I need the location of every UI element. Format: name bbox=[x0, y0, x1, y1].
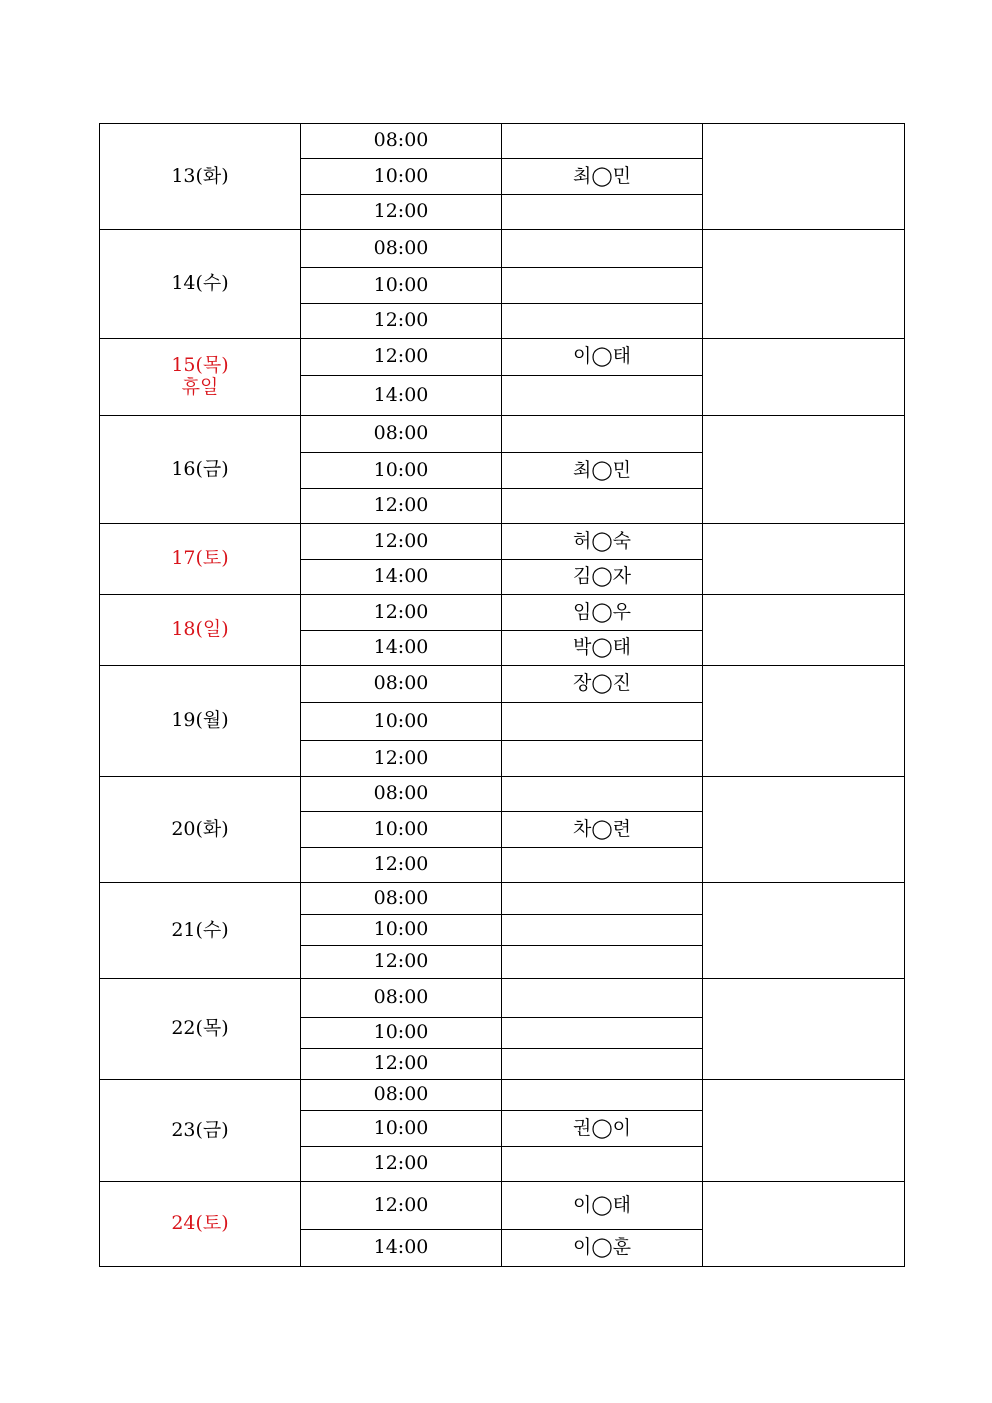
note-cell bbox=[703, 1080, 905, 1182]
name-cell bbox=[502, 1049, 703, 1080]
name-cell bbox=[502, 304, 703, 339]
date-label: 22(목) bbox=[171, 1017, 229, 1040]
table-row bbox=[100, 1182, 905, 1230]
name-cell: 이◯태 bbox=[502, 1182, 703, 1230]
schedule-body bbox=[100, 124, 905, 1267]
name-cell bbox=[502, 416, 703, 453]
table-row bbox=[100, 979, 905, 1018]
date-cell bbox=[100, 1080, 301, 1182]
note-cell bbox=[703, 339, 905, 416]
time-cell: 10:00 bbox=[301, 268, 502, 304]
date-cell bbox=[100, 883, 301, 979]
time-cell: 08:00 bbox=[301, 230, 502, 268]
time-cell: 12:00 bbox=[301, 304, 502, 339]
name-cell: 임◯우 bbox=[502, 595, 703, 631]
time-cell: 08:00 bbox=[301, 124, 502, 159]
note-cell bbox=[703, 1182, 905, 1267]
note-cell bbox=[703, 666, 905, 777]
table-row bbox=[100, 416, 905, 453]
name-cell: 최◯민 bbox=[502, 453, 703, 489]
time-cell: 08:00 bbox=[301, 883, 502, 915]
name-cell: 장◯진 bbox=[502, 666, 703, 703]
time-cell: 12:00 bbox=[301, 489, 502, 524]
name-cell: 김◯자 bbox=[502, 560, 703, 595]
date-cell bbox=[100, 979, 301, 1080]
time-cell: 08:00 bbox=[301, 979, 502, 1018]
time-cell: 10:00 bbox=[301, 703, 502, 741]
date-label: 23(금) bbox=[171, 1118, 229, 1141]
time-cell: 12:00 bbox=[301, 339, 502, 376]
date-cell bbox=[100, 230, 301, 339]
name-cell bbox=[502, 915, 703, 946]
name-cell bbox=[502, 777, 703, 812]
time-cell: 10:00 bbox=[301, 812, 502, 848]
table-row bbox=[100, 339, 905, 376]
time-cell: 12:00 bbox=[301, 1182, 502, 1230]
time-cell: 10:00 bbox=[301, 915, 502, 946]
time-cell: 12:00 bbox=[301, 946, 502, 979]
date-label: 17(토) bbox=[171, 547, 229, 570]
date-label: 13(화) bbox=[171, 164, 229, 187]
name-cell: 박◯태 bbox=[502, 631, 703, 666]
name-cell: 최◯민 bbox=[502, 159, 703, 195]
note-cell bbox=[703, 124, 905, 230]
name-cell bbox=[502, 195, 703, 230]
note-cell bbox=[703, 595, 905, 666]
table-row bbox=[100, 777, 905, 812]
note-cell bbox=[703, 883, 905, 979]
name-cell bbox=[502, 741, 703, 777]
name-cell bbox=[502, 883, 703, 915]
date-cell bbox=[100, 777, 301, 883]
schedule-table bbox=[99, 123, 905, 1267]
date-cell bbox=[100, 524, 301, 595]
note-cell bbox=[703, 979, 905, 1080]
note-cell bbox=[703, 416, 905, 524]
date-label: 16(금) bbox=[171, 457, 229, 480]
name-cell bbox=[502, 230, 703, 268]
time-cell: 10:00 bbox=[301, 1111, 502, 1147]
holiday-label: 휴일 bbox=[181, 376, 219, 398]
time-cell: 14:00 bbox=[301, 1230, 502, 1267]
name-cell bbox=[502, 1147, 703, 1182]
name-cell bbox=[502, 979, 703, 1018]
date-cell bbox=[100, 416, 301, 524]
name-cell: 이◯태 bbox=[502, 339, 703, 376]
time-cell: 08:00 bbox=[301, 1080, 502, 1111]
table-row bbox=[100, 666, 905, 703]
date-cell bbox=[100, 595, 301, 666]
time-cell: 14:00 bbox=[301, 560, 502, 595]
date-label: 18(일) bbox=[171, 618, 229, 641]
name-cell bbox=[502, 946, 703, 979]
note-cell bbox=[703, 777, 905, 883]
name-cell bbox=[502, 124, 703, 159]
time-cell: 10:00 bbox=[301, 1018, 502, 1049]
name-cell bbox=[502, 1080, 703, 1111]
time-cell: 12:00 bbox=[301, 1147, 502, 1182]
time-cell: 12:00 bbox=[301, 1049, 502, 1080]
name-cell bbox=[502, 376, 703, 416]
date-cell bbox=[100, 124, 301, 230]
time-cell: 14:00 bbox=[301, 631, 502, 666]
time-cell: 12:00 bbox=[301, 595, 502, 631]
name-cell bbox=[502, 489, 703, 524]
name-cell bbox=[502, 703, 703, 741]
table-row bbox=[100, 883, 905, 915]
table-row bbox=[100, 230, 905, 268]
name-cell bbox=[502, 848, 703, 883]
name-cell bbox=[502, 268, 703, 304]
time-cell: 08:00 bbox=[301, 416, 502, 453]
name-cell: 이◯훈 bbox=[502, 1230, 703, 1267]
name-cell: 권◯이 bbox=[502, 1111, 703, 1147]
table-row bbox=[100, 595, 905, 631]
name-cell: 허◯숙 bbox=[502, 524, 703, 560]
note-cell bbox=[703, 524, 905, 595]
time-cell: 08:00 bbox=[301, 666, 502, 703]
date-cell bbox=[100, 666, 301, 777]
date-label: 19(월) bbox=[171, 709, 229, 732]
time-cell: 10:00 bbox=[301, 453, 502, 489]
time-cell: 12:00 bbox=[301, 195, 502, 230]
note-cell bbox=[703, 230, 905, 339]
table-row bbox=[100, 524, 905, 560]
time-cell: 14:00 bbox=[301, 376, 502, 416]
date-label: 21(수) bbox=[171, 918, 229, 941]
time-cell: 10:00 bbox=[301, 159, 502, 195]
date-label: 24(토) bbox=[171, 1212, 229, 1235]
time-cell: 12:00 bbox=[301, 848, 502, 883]
name-cell: 차◯련 bbox=[502, 812, 703, 848]
date-cell bbox=[100, 1182, 301, 1267]
date-label: 20(화) bbox=[171, 817, 229, 840]
name-cell bbox=[502, 1018, 703, 1049]
time-cell: 08:00 bbox=[301, 777, 502, 812]
date-label: 14(수) bbox=[171, 272, 229, 295]
table-row bbox=[100, 124, 905, 159]
time-cell: 12:00 bbox=[301, 741, 502, 777]
date-label: 15(목) bbox=[171, 354, 229, 377]
time-cell: 12:00 bbox=[301, 524, 502, 560]
date-cell bbox=[100, 339, 301, 416]
table-row bbox=[100, 1080, 905, 1111]
